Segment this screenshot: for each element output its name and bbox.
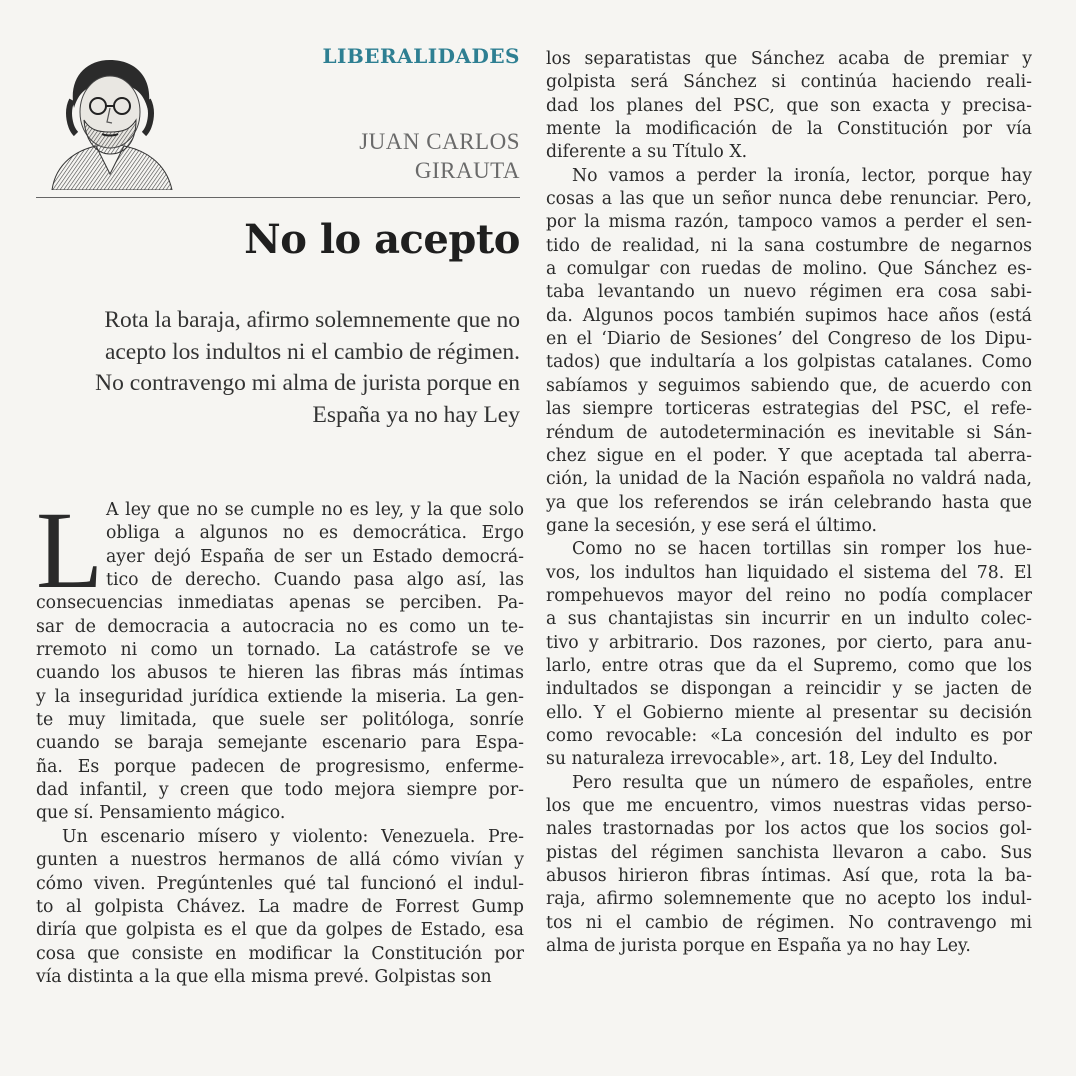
text-line: cosa que consiste en modificar la Constitución por <box>36 943 524 964</box>
text-line: raja, afirmo solemnemente que no acepto los indul- <box>546 889 1032 910</box>
text-line: A ley que no se cumple no es ley, y la que solo <box>106 500 524 520</box>
text-line: como revocable: «La concesión del indulto es por <box>546 725 1032 746</box>
text-line: chez sigue en el poder. Y que aceptada tal aberra- <box>546 445 1032 466</box>
text-line: to al golpista Chávez. La madre de Forrest Gump <box>36 896 524 917</box>
text-line: tados) que indultaría a los golpistas catalanes. Como <box>546 352 1032 373</box>
text-line: cuando se baraja semejante escenario para Espa- <box>36 733 524 754</box>
text-line: ña. Es porque padecen de progresismo, enferme- <box>36 756 524 777</box>
text-line: los separatistas que Sánchez acaba de premiar y <box>546 49 1032 69</box>
author-name-line2: GIRAUTA <box>414 158 520 183</box>
author-byline <box>359 127 520 185</box>
text-line: alma de jurista porque en España ya no hay Ley. <box>546 936 971 957</box>
text-line: Pero resulta que un número de españoles, entre <box>572 772 1032 793</box>
article-lead: Rota la baraja, afirmo solemnemente que no acepto los indultos ni el cambio de régimen. No contravengo mi alma de jurista porque en España ya no hay Ley <box>95 307 520 428</box>
article-column-2 <box>546 48 1032 958</box>
text-line: cuando los abusos te hieren las fibras más íntimas <box>36 663 524 684</box>
text-line: taba levantando un nuevo régimen era cosa sabi- <box>546 282 1032 303</box>
text-line: pistas del régimen sanchista llevaron a cabo. Sus <box>546 842 1032 863</box>
author-portrait <box>44 50 176 190</box>
text-line: tido de realidad, ni la sana costumbre de negarnos <box>546 235 1032 256</box>
text-line: sabíamos y seguimos sabiendo que, de acuerdo con <box>546 375 1032 396</box>
text-line: ayer dejó España de ser un Estado democrá- <box>106 546 524 567</box>
text-line: golpista será Sánchez si continúa haciendo reali- <box>546 72 1032 93</box>
text-line: cosas a las que un señor nunca debe renunciar. Pero, <box>546 189 1032 210</box>
text-line: a sus chantajistas sin incurrir en un indulto colec- <box>546 609 1032 630</box>
text-line: obliga a algunos no es democrática. Ergo <box>106 523 524 544</box>
text-line: sar de democracia a autocracia no es como un te- <box>36 616 524 637</box>
section-label: LIBERALIDADES <box>322 44 520 68</box>
text-line: a comulgar con ruedas de molino. Que Sánchez es- <box>546 259 1032 280</box>
text-line: No vamos a perder la ironía, lector, porque hay <box>572 165 1032 186</box>
text-line: rremoto ni como un tornado. La catástrofe se ve <box>36 640 524 661</box>
text-line: dad infantil, y creen que todo mejora siempre por- <box>36 780 524 801</box>
text-line: ción, la unidad de la Nación española no valdrá nada, <box>546 469 1032 490</box>
text-line: larlo, entre otras que da el Supremo, como que los <box>546 655 1032 676</box>
text-line: vos, los indultos han liquidado el sistema del 78. El <box>546 562 1032 583</box>
text-line: ello. Y el Gobierno miente al presentar su decisión <box>546 702 1032 723</box>
text-line: dad los planes del PSC, que son exacta y precisa- <box>546 95 1032 116</box>
text-line: los que me encuentro, vimos nuestras vidas perso- <box>546 796 1032 816</box>
text-line: consecuencias inmediatas apenas se perciben. Pa- <box>36 593 524 614</box>
text-line: rompehuevos mayor del reino no podía complacer <box>546 585 1032 606</box>
article-headline: No lo acepto <box>244 216 520 263</box>
text-line: da. Algunos pocos también supimos hace años (está <box>546 305 1032 326</box>
drop-cap: L <box>36 489 104 611</box>
text-line: las siempre torticeras estrategias del PSC, el refe- <box>546 399 1032 420</box>
article-column-1 <box>36 499 524 989</box>
text-line: indultados se dispongan a reincidir y se jacten de <box>546 679 1032 700</box>
text-line: abusos hirieron fibras íntimas. Así que, rota la ba- <box>546 866 1032 887</box>
text-line: gane la secesión, y ese será el último. <box>546 515 878 536</box>
text-line: ya que los referendos se irán celebrando hasta que <box>546 492 1032 513</box>
text-line: cómo viven. Pregúntenles qué tal funcionó el indul- <box>36 873 524 894</box>
text-line: por la misma razón, tampoco vamos a perder el sen- <box>546 212 1032 233</box>
text-line: mente la modificación de la Constitución por vía <box>546 119 1032 140</box>
text-line: tos ni el cambio de régimen. No contravengo mi <box>546 912 1032 933</box>
text-line: Un escenario mísero y violento: Venezuela. Pre- <box>62 826 524 847</box>
text-line: y la inseguridad jurídica extiende la miseria. La gen- <box>36 686 524 707</box>
text-line: que sí. Pensamiento mágico. <box>36 803 286 824</box>
text-line: Como no se hacen tortillas sin romper los hue- <box>572 539 1032 560</box>
text-line: gunten a nuestros hermanos de allá cómo vivían y <box>36 850 524 871</box>
text-line: réndum de autodeterminación es inevitable si Sán- <box>546 422 1032 443</box>
text-line: tivo y arbitrario. Dos razones, por cierto, para anu- <box>546 632 1032 653</box>
text-line: diferente a su Título X. <box>546 142 748 163</box>
text-line: en el ‘Diario de Sesiones’ del Congreso de los Dipu- <box>546 329 1032 350</box>
text-line: tico de derecho. Cuando pasa algo así, las <box>106 570 524 591</box>
text-line: diría que golpista es el que da golpes de Estado, esa <box>36 920 524 941</box>
author-name-line1: JUAN CARLOS <box>359 129 520 154</box>
header-divider <box>36 197 520 198</box>
text-line: su naturaleza irrevocable», art. 18, Ley del Indulto. <box>546 749 998 770</box>
text-line: nales trastornadas por los actos que los socios gol- <box>546 819 1032 840</box>
text-line: te muy limitada, que suele ser politóloga, sonríe <box>36 710 524 731</box>
text-line: vía distinta a la que ella misma prevé. Golpistas son <box>36 966 492 987</box>
